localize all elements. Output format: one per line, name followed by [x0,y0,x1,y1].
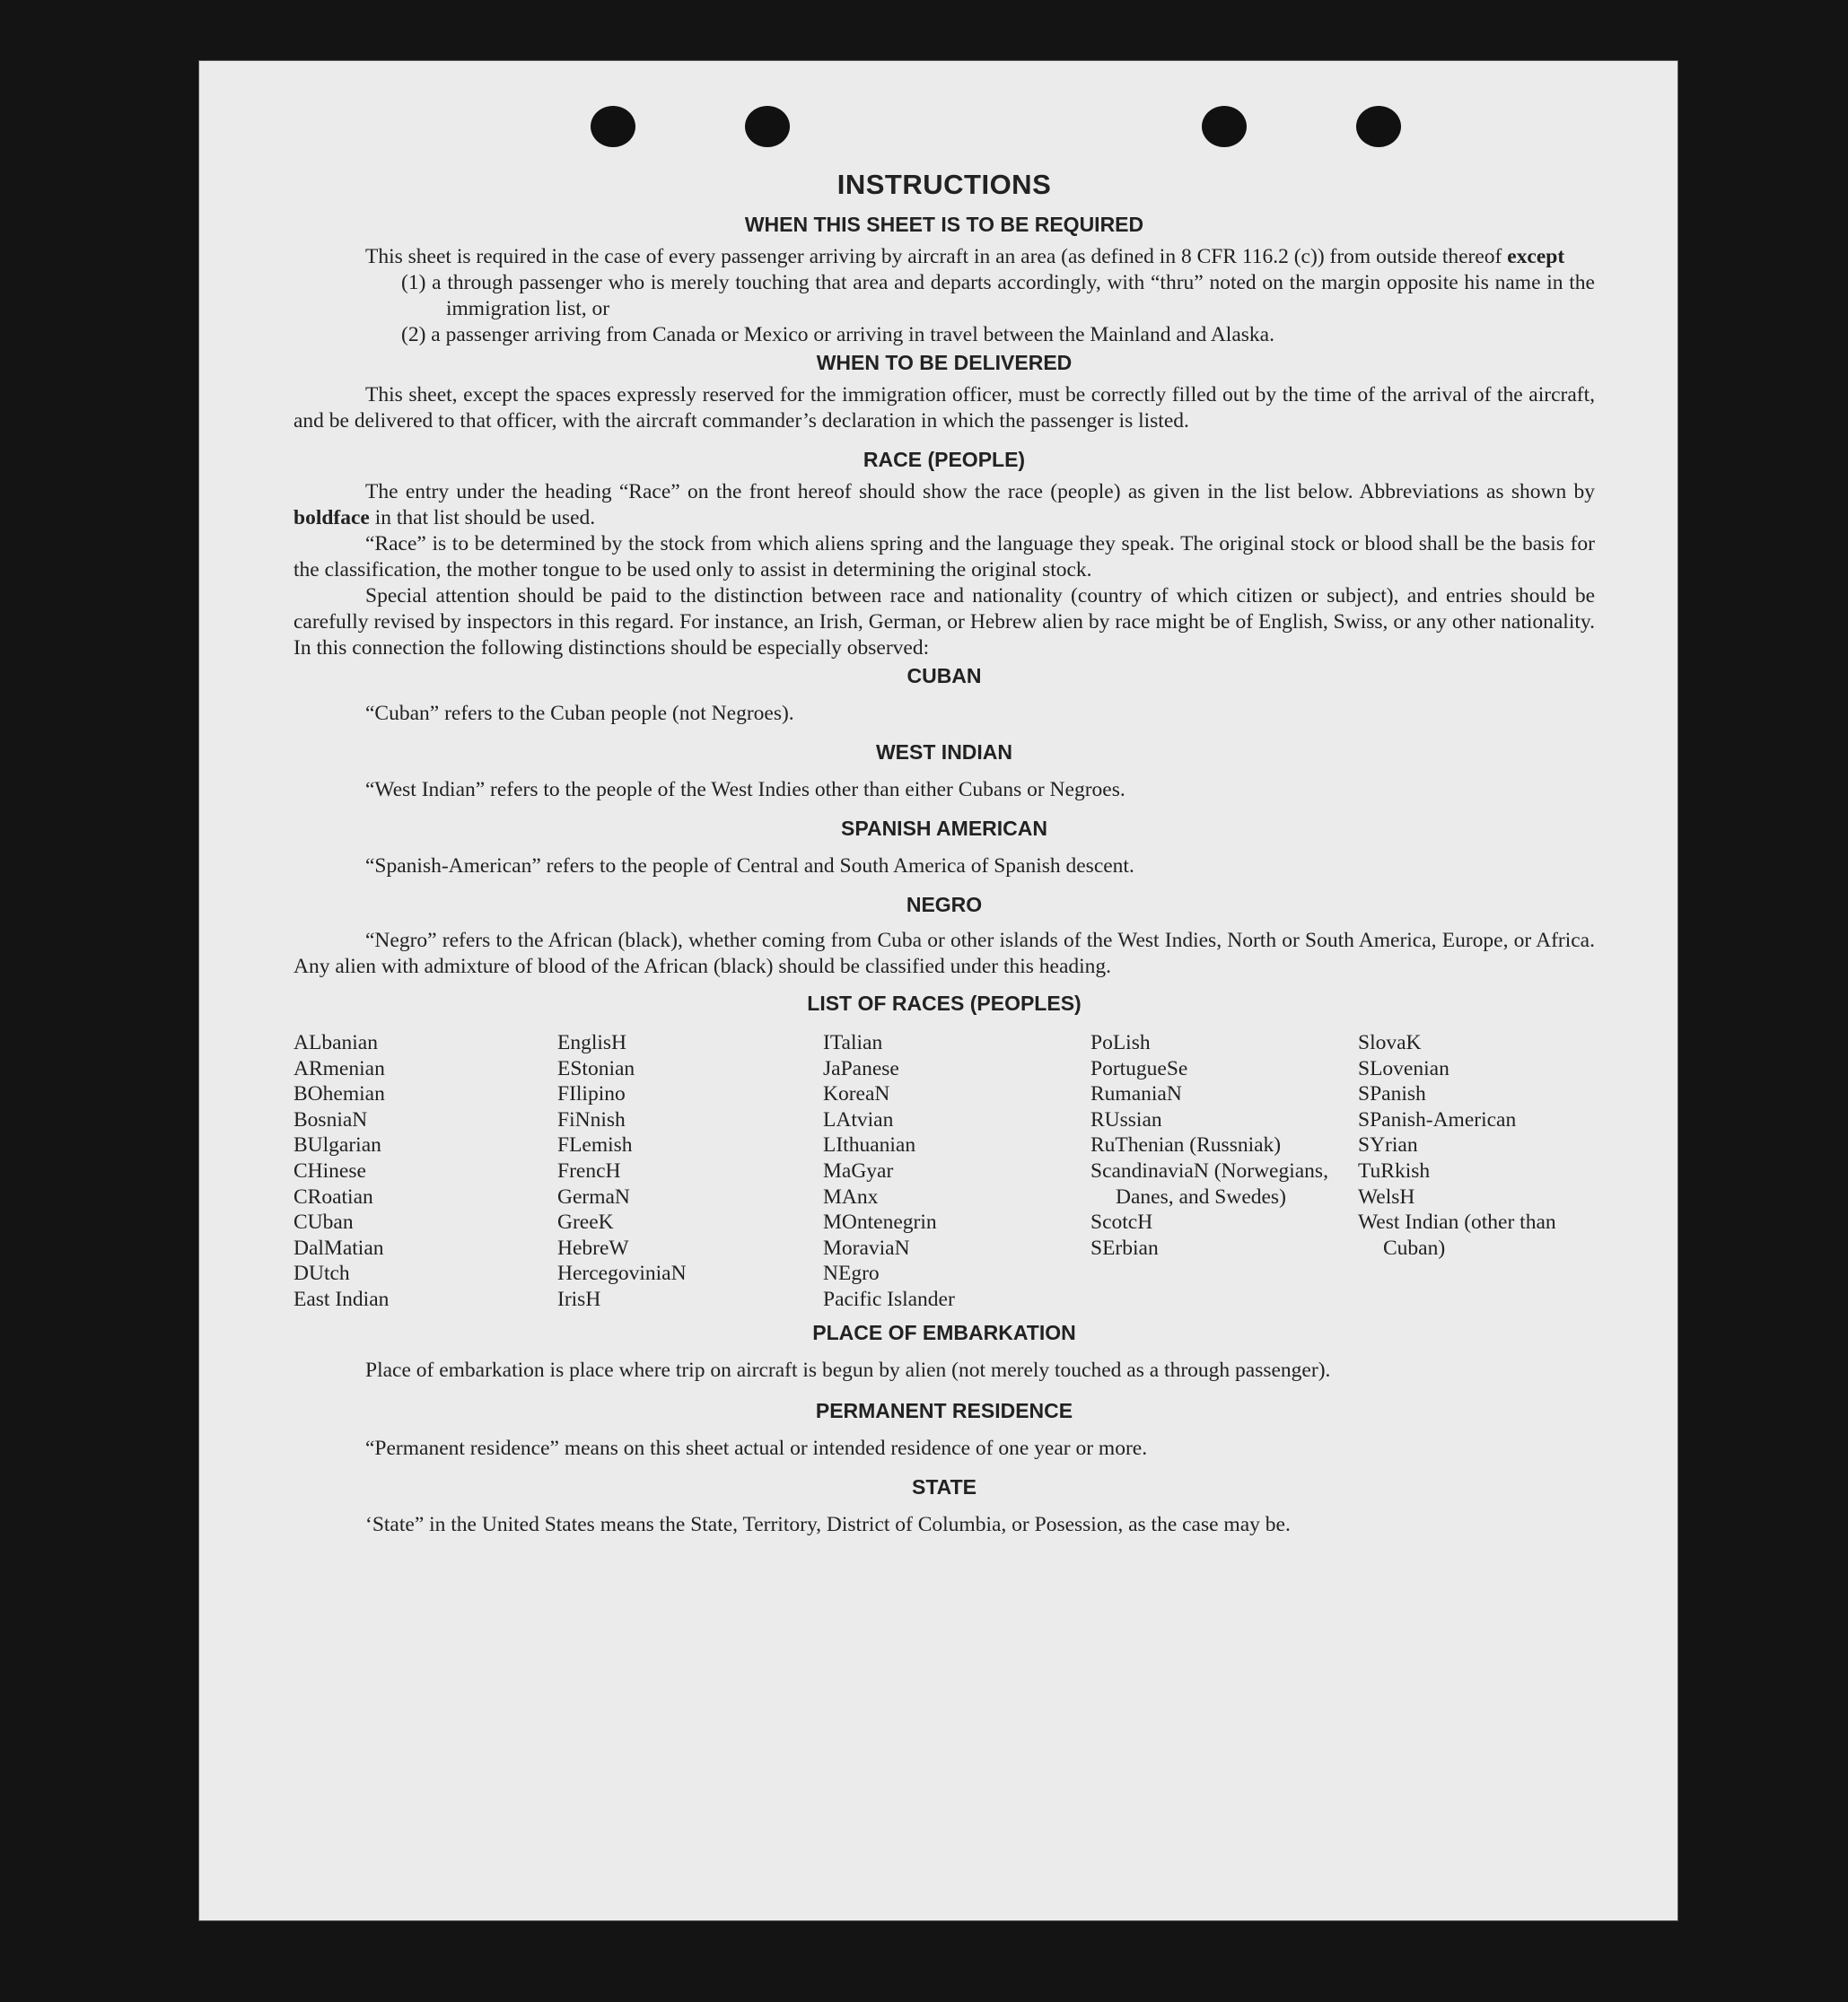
instruction-sheet [199,61,1677,1920]
race-entry: DalMatian [293,1236,384,1260]
section-heading-when-required: WHEN THIS SHEET IS TO BE REQUIRED [744,213,1144,236]
section-heading-race: RACE (PEOPLE) [863,448,1026,471]
race-entry: LAtvian [823,1107,894,1132]
race-entry: ALbanian [293,1031,378,1054]
race-entry: West Indian (other than Cuban) [1358,1211,1556,1260]
section-heading-residence: PERMANENT RESIDENCE [815,1398,1073,1422]
race-entry: PoLish [1090,1031,1151,1054]
race-entry: HercegoviniaN [557,1262,687,1286]
race-entry: FLemish [557,1133,633,1158]
race-entry: TuRkish [1358,1158,1431,1183]
race-entry: FIlipino [557,1082,626,1106]
race-entry: MAnx [823,1185,879,1209]
races-table [293,1030,1595,1313]
west-indian-text: “West Indian” refers to the people of the West Indies other than either Cubans or Negroes. [365,778,1125,801]
race-entry: RuThenian (Russniak) [1090,1133,1282,1158]
section-heading-list-of-races: LIST OF RACES (PEOPLES) [807,992,1082,1015]
race-entry: MaGyar [823,1158,894,1183]
race-entry: SlovaK [1358,1031,1422,1054]
race-entry: ITalian [823,1031,883,1054]
race-entry: BOhemian [293,1082,385,1106]
race-entry: LIthuanian [823,1133,916,1158]
race-entry: East Indian [293,1287,390,1311]
page-title: INSTRUCTIONS [836,169,1052,200]
sheet-content [293,167,1595,1538]
race-entry: SLovenian [1358,1056,1449,1080]
punch-hole [745,106,790,147]
section-heading-west-indian: WEST INDIAN [875,740,1013,764]
race-entry: RumaniaN [1090,1082,1182,1106]
state-text: ‘State” in the United States means the State, Territory, District of Columbia, or Posession, as the case may be. [365,1512,1291,1536]
race-entry: SErbian [1090,1236,1159,1260]
races-column [293,1030,557,1313]
race-entry: GermaN [557,1185,630,1209]
residence-text: “Permanent residence” means on this sheet actual or intended residence of one year or more. [365,1436,1148,1460]
race-entry: FrencH [557,1158,621,1183]
embarkation-text: Place of embarkation is place where trip on aircraft is begun by alien (not merely touched as a through passenger). [365,1358,1331,1382]
race-entry: SYrian [1358,1133,1418,1158]
race-entry: CHinese [293,1158,366,1183]
spanish-american-text: “Spanish-American” refers to the people of Central and South America of Spanish descent. [365,854,1134,878]
races-column [1358,1030,1595,1313]
race-entry: EStonian [557,1056,635,1080]
race-paragraph: Special attention should be paid to the distinction between race and nationality (country of which citizen or subject), and entries should be carefully revised by inspectors in this regard. For instance, an Irish, German, or Hebrew alien by race might be of English, Swiss, or any other nationality. In this connection the following distinctions should be especially observed: [293,584,1595,660]
races-column [1090,1030,1358,1313]
race-entry: CUban [293,1211,354,1235]
exception-item: (1) a through passenger who is merely touching that area and departs accordingly, with “thru” noted on the margin opposite his name in the immigration list, or [401,271,1595,320]
race-entry: BosniaN [293,1107,368,1132]
race-entry: HebreW [557,1236,629,1260]
race-entry: RUssian [1090,1107,1162,1132]
race-entry: ScotcH [1090,1211,1153,1235]
section-heading-negro: NEGRO [906,893,983,916]
negro-text: “Negro” refers to the African (black), whether coming from Cuba or other islands of the West Indies, North or South America, Europe, or Africa. Any alien with admixture of blood of the African (black) should be classified under this heading. [293,929,1595,978]
race-entry: WelsH [1358,1185,1415,1209]
section-heading-when-delivered: WHEN TO BE DELIVERED [816,351,1073,374]
race-entry: SPanish [1358,1082,1426,1106]
section-heading-embarkation: PLACE OF EMBARKATION [812,1320,1076,1344]
race-entry: SPanish-American [1358,1107,1517,1132]
section-heading-state: STATE [912,1474,977,1499]
race-entry: CRoatian [293,1185,373,1209]
race-entry: MoraviaN [823,1236,910,1260]
race-entry: Pacific Islander [823,1287,955,1311]
race-entry: PortugueSe [1090,1056,1188,1080]
race-entry: KoreaN [823,1082,890,1106]
section-heading-cuban: CUBAN [906,664,982,687]
when-delivered-text: This sheet, except the spaces expressly reserved for the immigration officer, must be correctly filled out by the time of the arrival of the aircraft, and be delivered to that officer, with the aircraft commander’s declaration in which the passenger is listed. [293,383,1595,433]
exception-list [401,270,1595,348]
race-entry: IrisH [557,1287,601,1311]
races-column [823,1030,1090,1313]
race-entry: DUtch [293,1262,350,1286]
punch-hole [1202,106,1247,147]
race-entry: ARmenian [293,1056,385,1080]
race-entry: FiNnish [557,1107,626,1132]
race-entry: ScandinaviaN (Norwegians, Danes, and Swedes) [1090,1158,1328,1209]
races-column [557,1030,823,1313]
race-entry: MOntenegrin [823,1211,937,1235]
race-entry: BUlgarian [293,1133,381,1158]
when-required-intro: This sheet is required in the case of every passenger arriving by aircraft in an area (as defined in 8 CFR 116.2 (c)) from outside thereof except [365,245,1565,268]
race-entry: JaPanese [823,1056,899,1080]
race-paragraph: The entry under the heading “Race” on the front hereof should show the race (people) as given in the list below. Abbreviations as shown by boldface in that list should be used. [293,480,1595,529]
section-heading-spanish-american: SPANISH AMERICAN [840,817,1047,840]
punch-hole [1356,106,1401,147]
punch-hole [591,106,635,147]
exception-item: (2) a passenger arriving from Canada or Mexico or arriving in travel between the Mainland and Alaska. [401,323,1274,346]
race-paragraph: “Race” is to be determined by the stock from which aliens spring and the language they speak. The original stock or blood shall be the basis for the classification, the mother tongue to be used only to assist in determining the original stock. [293,532,1595,581]
race-entry: NEgro [823,1262,880,1286]
race-entry: EnglisH [557,1031,627,1054]
cuban-text: “Cuban” refers to the Cuban people (not Negroes). [365,702,794,725]
race-entry: GreeK [557,1211,614,1235]
